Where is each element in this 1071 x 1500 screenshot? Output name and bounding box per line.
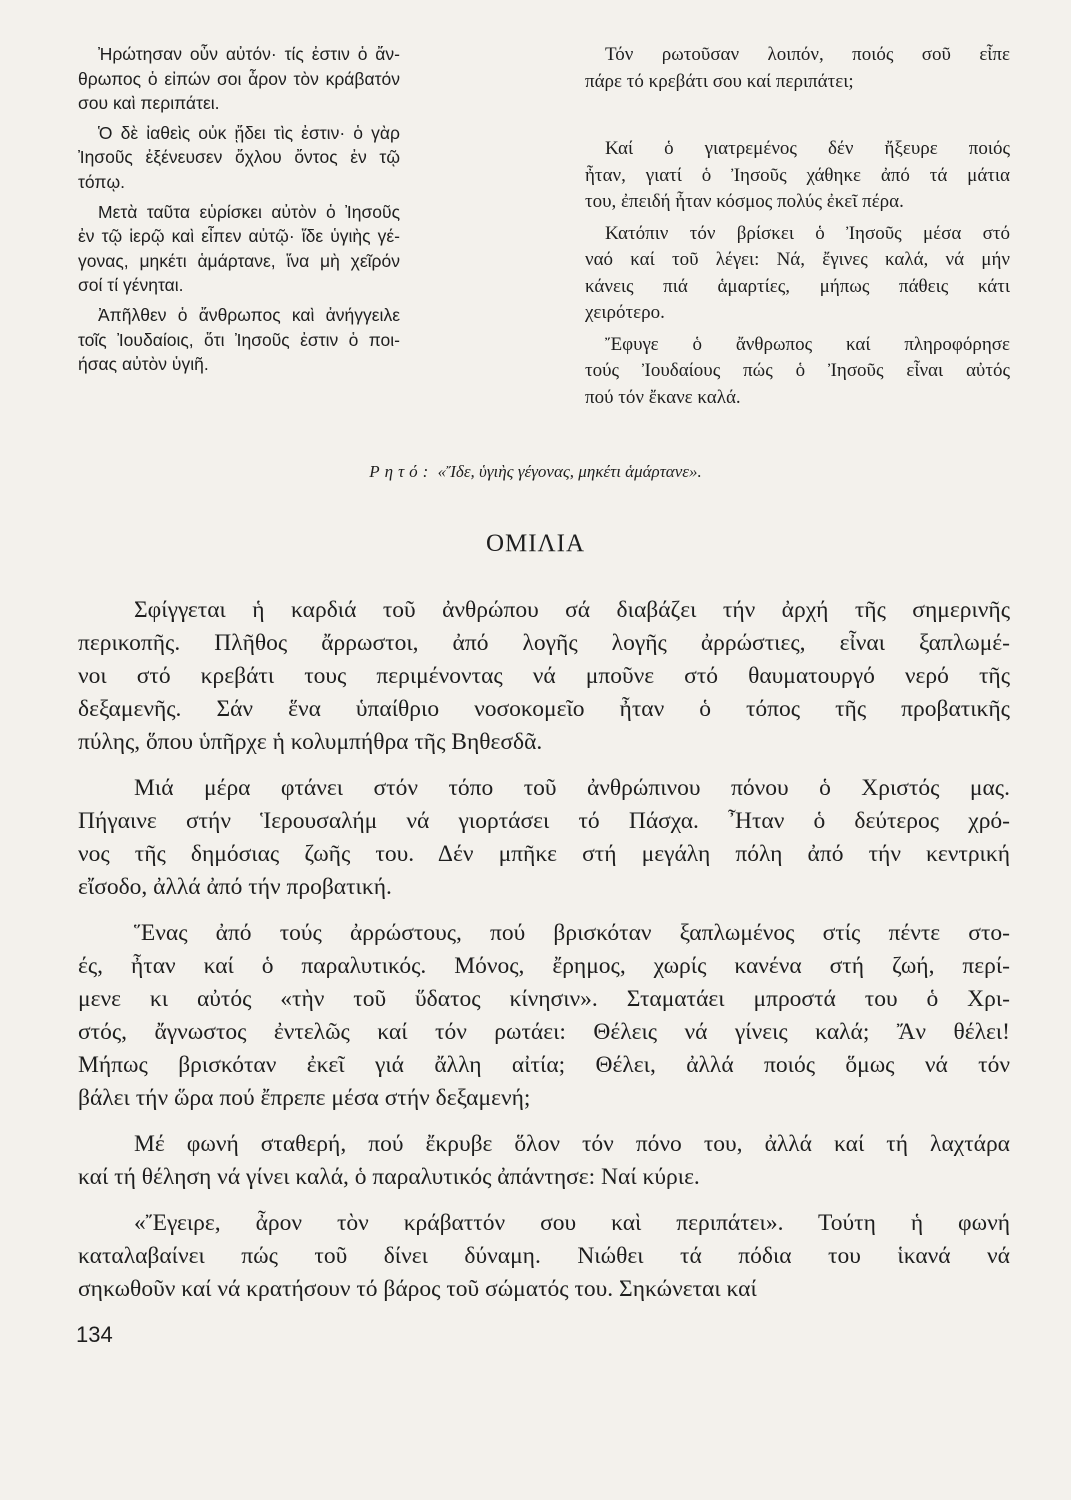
text-line: Μιά μέρα φτάνει στόν τόπο τοῦ ἀνθρώπινου πόνου ὁ Χριστός μας.: [134, 775, 1010, 801]
text-line: θρωπος ὁ εἰπών σοι ἆρον τὸν κράβατόν: [78, 68, 400, 89]
text-line: χειρότερο.: [585, 302, 665, 323]
spacer: [585, 100, 1010, 136]
text-line: ήσας αὐτὸν ὑγιῆ.: [78, 354, 209, 375]
text-line: καταλαβαίνει πώς τοῦ δίνει δύναμη. Νιώθει τά πόδια του ἱκανά νά: [78, 1243, 1010, 1269]
homily-body: [78, 594, 1010, 1319]
text-line: εἴσοδο, ἀλλά ἀπό τήν προβατική.: [78, 874, 392, 900]
text-line: νοι στό κρεβάτι τους περιμένοντας νά μποῦνε στό θαυματουργό νερό τῆς: [78, 663, 1010, 689]
text-line: σου καὶ περιπάτει.: [78, 93, 220, 114]
text-line: Ἕνας ἀπό τούς ἀρρώστους, πού βρισκόταν ξαπλωμένος στίς πέντε στο-: [134, 920, 1010, 946]
text-line: του, ἐπειδή ἦταν κόσμος πολύς ἐκεῖ πέρα.: [585, 191, 904, 212]
text-line: στός, ἄγνωστος ἐντελῶς καί τόν ρωτάει: Θέλεις νά γίνεις καλά; Ἄν θέλει!: [78, 1019, 1010, 1045]
text-line: ἦταν, γιατί ὁ Ἰησοῦς χάθηκε ἀπό τά μάτια: [585, 164, 1010, 186]
text-line: νος τῆς δημόσιας ζωῆς του. Δέν μπῆκε στή μεγάλη πόλη ἀπό τήν κεντρική: [78, 841, 1010, 867]
paragraph: [78, 303, 400, 377]
page-number: 134: [76, 1322, 113, 1347]
paragraph: [78, 121, 400, 195]
text-line: «Ἔγειρε, ἆρον τὸν κράβαττόν σου καὶ περιπάτει». Τούτη ἡ φωνή: [134, 1210, 1010, 1236]
text-line: πάρε τό κρεβάτι σου καί περιπάτει;: [585, 70, 854, 92]
text-line: πού τόν ἔκανε καλά.: [585, 386, 741, 408]
section-title: ΟΜΙΛΙΑ: [485, 530, 586, 557]
greek-original-column: [78, 42, 400, 382]
text-line: μενε κι αὐτός «τὴν τοῦ ὕδατος κίνησιν». Σταματάει μπροστά του ὁ Χρι-: [78, 986, 1010, 1012]
text-line: τούς Ἰουδαίους πώς ὁ Ἰησοῦς εἶναι αὐτός: [585, 360, 1010, 381]
text-line: τόπῳ.: [78, 171, 125, 192]
paragraph: [78, 200, 400, 298]
text-line: Πήγαινε στήν Ἱερουσαλήμ νά γιορτάσει τό Πάσχα. Ἦταν ὁ δεύτερος χρό-: [78, 808, 1010, 834]
text-line: σοί τί γένηται.: [78, 275, 184, 296]
text-line: Κατόπιν τόν βρίσκει ὁ Ἰησοῦς μέσα στό: [605, 222, 1010, 244]
key-verse-label: Ρητό:: [369, 462, 434, 481]
key-verse-text: «Ἴδε, ὑγιὴς γέγονας, μηκέτι ἁμάρτανε».: [437, 462, 702, 481]
paragraph: [585, 332, 1010, 412]
text-line: Τόν ρωτοῦσαν λοιπόν, ποιός σοῦ εἶπε: [605, 44, 1010, 65]
text-line: κάνεις πιά ἁμαρτίες, μήπως πάθεις κάτι: [585, 275, 1010, 297]
text-line: Ὁ δὲ ἰαθεὶς οὐκ ᾔδει τὶς ἐστιν· ὁ γὰρ: [98, 122, 400, 143]
text-line: Ἀπῆλθεν ὁ ἄνθρωπος καὶ ἀνήγγειλε: [98, 304, 400, 325]
text-line: Ἠρώτησαν οὖν αὐτόν· τίς ἐστιν ὁ ἄν-: [98, 44, 400, 64]
key-verse: [0, 462, 1071, 482]
paragraph: [585, 136, 1010, 216]
text-line: Καί ὁ γιατρεμένος δέν ἤξευρε ποιός: [605, 138, 1010, 159]
paragraph: [78, 772, 1010, 904]
text-line: ἐν τῷ ἱερῷ καὶ εἶπεν αὐτῷ· ἴδε ὑγιὴς γέ-: [78, 226, 400, 247]
text-line: καί τή θέληση νά γίνει καλά, ὁ παραλυτικός ἀπάντησε: Ναί κύριε.: [78, 1164, 700, 1190]
paragraph: [585, 42, 1010, 95]
paragraph: [78, 1128, 1010, 1194]
text-line: Ἰησοῦς ἐξένευσεν ὄχλου ὄντος ἐν τῷ: [78, 147, 400, 168]
modern-greek-translation-column: [585, 42, 1010, 416]
text-line: βάλει τήν ὥρα πού ἔπρεπε μέσα στήν δεξαμενή;: [78, 1085, 531, 1111]
text-line: Μετὰ ταῦτα εὑρίσκει αὐτὸν ὁ Ἰησοῦς: [98, 201, 400, 222]
text-line: τοῖς Ἰουδαίοις, ὅτι Ἰησοῦς ἐστιν ὁ ποι-: [78, 329, 400, 350]
text-line: γονας, μηκέτι ἁμάρτανε, ἵνα μὴ χεῖρόν: [78, 250, 400, 271]
text-line: ές, ἦταν καί ὁ παραλυτικός. Μόνος, ἔρημος, χωρίς κανένα στή ζωή, περί-: [78, 953, 1010, 979]
paragraph: [585, 221, 1010, 327]
paragraph: [78, 917, 1010, 1115]
text-line: Ἔφυγε ὁ ἄνθρωπος καί πληροφόρησε: [605, 333, 1010, 355]
text-line: ναό καί τοῦ λέγει: Νά, ἔγινες καλά, νά μήν: [585, 249, 1010, 270]
text-line: σηκωθοῦν καί νά κρατήσουν τό βάρος τοῦ σώματός του. Σηκώνεται καί: [78, 1276, 757, 1302]
text-line: Μέ φωνή σταθερή, πού ἔκρυβε ὅλον τόν πόνο του, ἀλλά καί τή λαχτάρα: [134, 1131, 1010, 1157]
text-line: Σφίγγεται ἡ καρδιά τοῦ ἀνθρώπου σά διαβάζει τήν ἀρχή τῆς σημερινῆς: [134, 597, 1010, 623]
text-line: περικοπῆς. Πλῆθος ἄρρωστοι, ἀπό λογῆς λογῆς ἀρρώστιες, εἶναι ξαπλωμέ-: [78, 630, 1010, 656]
text-line: δεξαμενῆς. Σάν ἕνα ὑπαίθριο νοσοκομεῖο ἦταν ὁ τόπος τῆς προβατικῆς: [78, 696, 1010, 722]
paragraph: [78, 594, 1010, 759]
text-line: Μήπως βρισκόταν ἐκεῖ γιά ἄλλη αἰτία; Θέλει, ἀλλά ποιός ὅμως νά τόν: [78, 1052, 1010, 1078]
paragraph: [78, 42, 400, 116]
paragraph: [78, 1207, 1010, 1306]
text-line: πύλης, ὅπου ὑπῆρχε ἡ κολυμπήθρα τῆς Βηθεσδᾶ.: [78, 729, 543, 755]
